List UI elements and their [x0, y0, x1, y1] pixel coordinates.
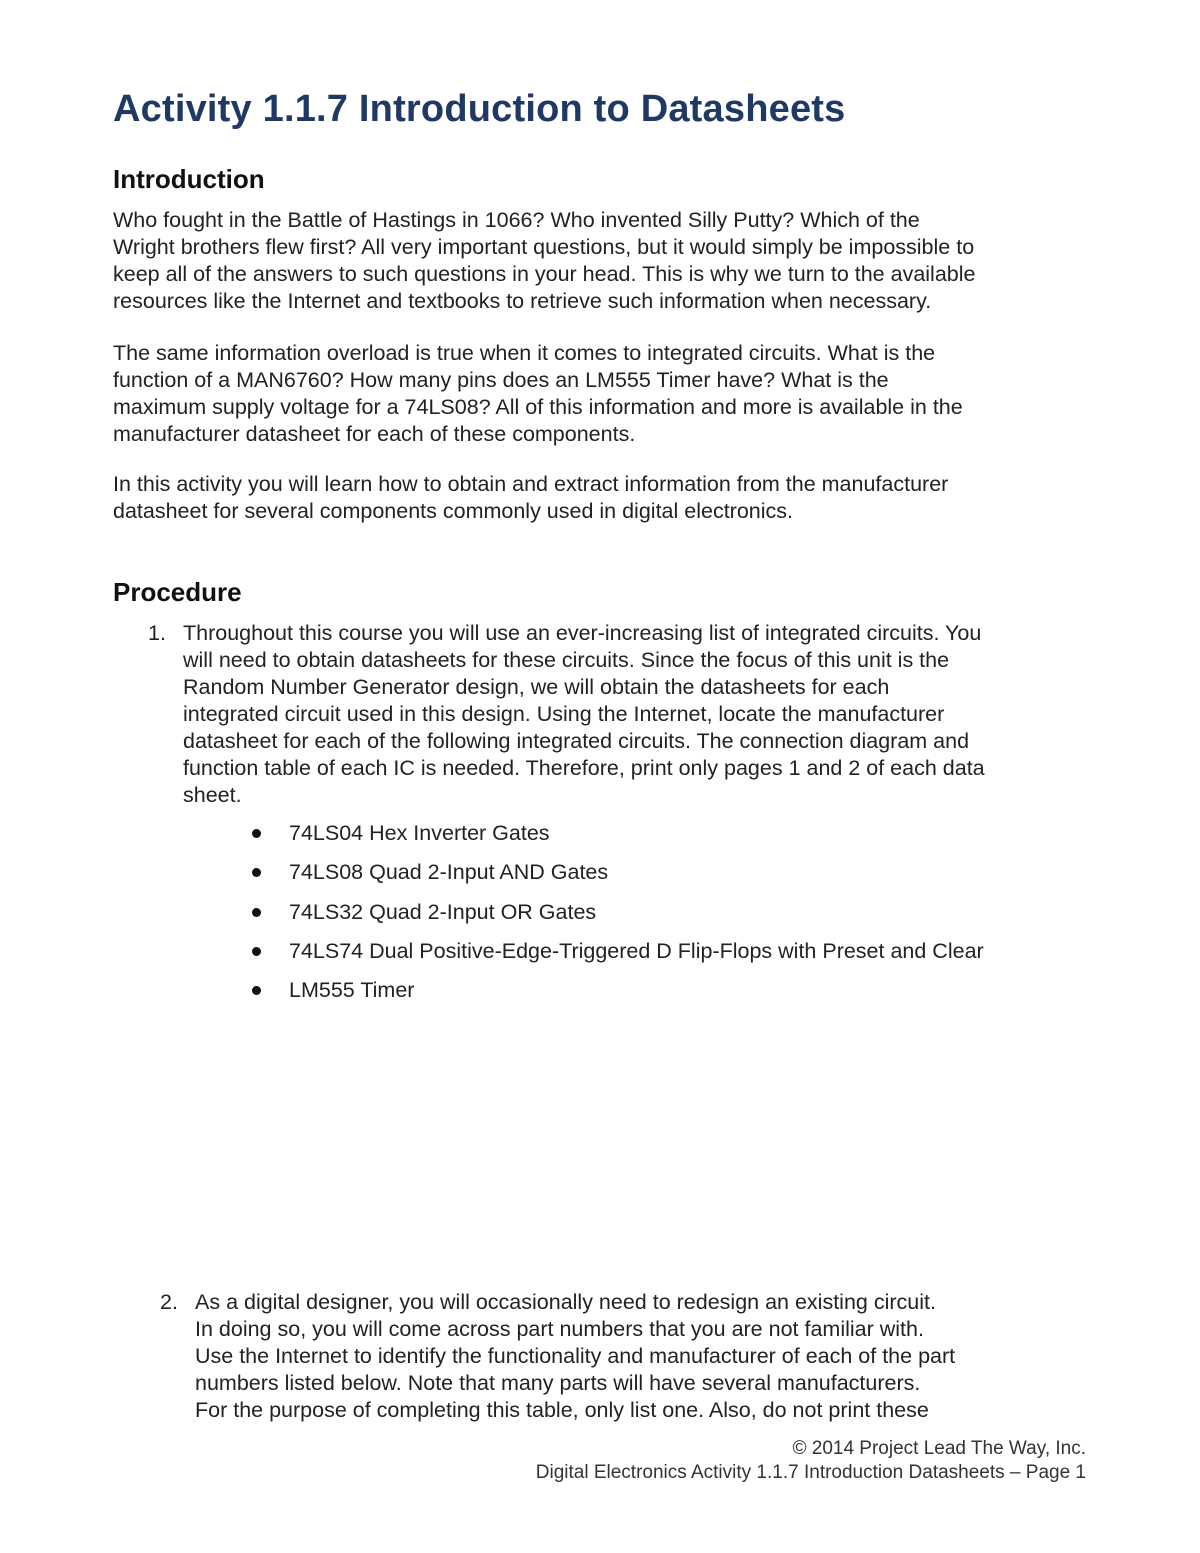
bullet-icon: [252, 908, 261, 917]
paragraph-line: function of a MAN6760? How many pins does an LM555 Timer have? What is the: [113, 368, 889, 392]
step-line: will need to obtain datasheets for these circuits. Since the focus of this unit is the: [183, 648, 950, 672]
bullet-icon: [252, 829, 261, 838]
bullet-text: 74LS74 Dual Positive-Edge-Triggered D Flip-Flops with Preset and Clear: [289, 938, 984, 963]
step-line: As a digital designer, you will occasionally need to redesign an existing circuit.: [195, 1290, 936, 1314]
step-line: Use the Internet to identify the functionality and manufacturer of each of the part: [195, 1344, 956, 1368]
step-line: For the purpose of completing this table, only list one. Also, do not print these: [195, 1398, 929, 1422]
step-text: [183, 620, 1083, 809]
step-text: [195, 1289, 1095, 1424]
step-line: datasheet for each of the following integrated circuits. The connection diagram and: [183, 729, 970, 753]
bullet-icon: [252, 986, 261, 995]
step-line: sheet.: [183, 783, 242, 807]
bullet-text: 74LS08 Quad 2-Input AND Gates: [289, 860, 609, 885]
procedure-heading: Procedure: [113, 577, 242, 607]
document-title: Activity 1.1.7 Introduction to Datasheets: [113, 88, 846, 130]
bullet-text: 74LS32 Quad 2-Input OR Gates: [289, 899, 597, 924]
introduction-heading: Introduction: [113, 164, 265, 194]
step-line: In doing so, you will come across part numbers that you are not familiar with.: [195, 1317, 924, 1341]
page-footer: [536, 1437, 1086, 1485]
paragraph-line: keep all of the answers to such questions in your head. This is why we turn to the available: [113, 262, 976, 286]
step-line: Random Number Generator design, we will obtain the datasheets for each: [183, 675, 890, 699]
paragraph-line: The same information overload is true when it comes to integrated circuits. What is the: [113, 341, 936, 365]
intro-paragraph-2: [113, 340, 1073, 448]
paragraph-line: Wright brothers flew first? All very important questions, but it would simply be impossible to: [113, 235, 975, 259]
bullet-text: LM555 Timer: [289, 978, 415, 1003]
step-line: Throughout this course you will use an ever-increasing list of integrated circuits. You: [183, 621, 982, 645]
step-number: 2.: [160, 1290, 178, 1314]
paragraph-line: maximum supply voltage for a 74LS08? All of this information and more is available in the: [113, 395, 963, 419]
paragraph-line: datasheet for several components commonly used in digital electronics.: [113, 499, 793, 523]
copyright-text: © 2014 Project Lead The Way, Inc.: [792, 1438, 1086, 1459]
step-number: 1.: [148, 621, 166, 645]
intro-paragraph-1: [113, 207, 1073, 315]
bullet-icon: [252, 947, 261, 956]
paragraph-line: resources like the Internet and textbooks to retrieve such information when necessary.: [113, 289, 932, 313]
step-line: function table of each IC is needed. Therefore, print only pages 1 and 2 of each data: [183, 756, 985, 780]
bullet-text: 74LS04 Hex Inverter Gates: [289, 821, 550, 845]
step-line: numbers listed below. Note that many parts will have several manufacturers.: [195, 1371, 921, 1395]
page-label: Digital Electronics Activity 1.1.7 Introduction Datasheets – Page 1: [535, 1462, 1086, 1483]
paragraph-line: Who fought in the Battle of Hastings in 1066? Who invented Silly Putty? Which of the: [113, 208, 920, 232]
paragraph-line: manufacturer datasheet for each of these components.: [113, 422, 636, 446]
paragraph-line: In this activity you will learn how to obtain and extract information from the manufacturer: [113, 472, 949, 496]
bullet-icon: [252, 868, 261, 877]
step-line: integrated circuit used in this design. Using the Internet, locate the manufacturer: [183, 702, 945, 726]
intro-paragraph-3: [113, 471, 1073, 525]
